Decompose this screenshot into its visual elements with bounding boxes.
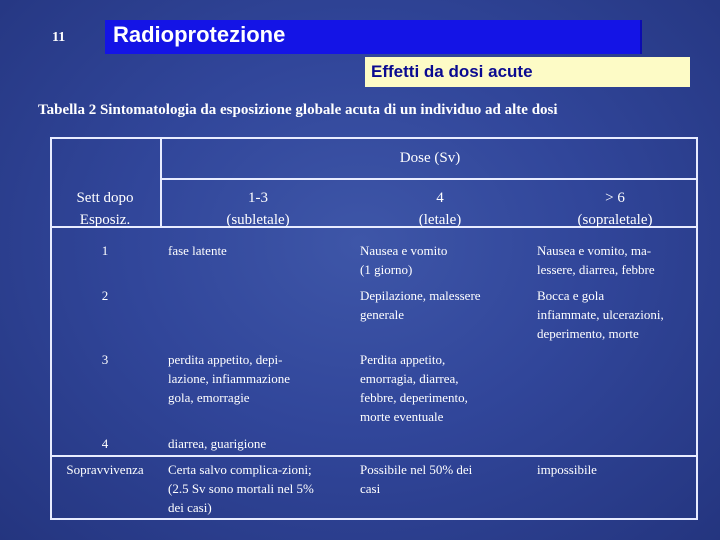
- dose-value: 4: [436, 190, 444, 206]
- row-week-label: 2: [101, 288, 109, 303]
- dose-label: (subletale): [226, 212, 290, 228]
- cell-supralethal: Bocca e gola infiammate, ulcerazioni, deperimento, morte: [537, 288, 664, 341]
- dose-label: (letale): [418, 212, 462, 228]
- slide-title: Radioprotezione: [113, 22, 286, 47]
- table-dose-divider: [160, 178, 698, 180]
- table-border-top: [50, 137, 698, 139]
- slide-subtitle: Effetti da dosi acute: [371, 62, 533, 81]
- cell-lethal: Nausea e vomito (1 giorno): [360, 243, 448, 277]
- slide-number: 11: [52, 30, 66, 45]
- cell-sublethal: Certa salvo complica-zioni; (2.5 Sv sono mortali nel 5% dei casi): [168, 462, 314, 515]
- col-dose-supralethal-header: [530, 187, 700, 231]
- row-week-label: 4: [101, 436, 109, 451]
- dose-header: Dose (Sv): [399, 150, 461, 166]
- symptoms-table: [50, 137, 698, 520]
- table-border-bottom: [50, 518, 698, 520]
- cell-sublethal: fase latente: [168, 243, 227, 258]
- cell-sublethal: perdita appetito, depi- lazione, infiammazione gola, emorragie: [168, 352, 291, 405]
- row-week-label: 3: [101, 352, 109, 367]
- col-dose-lethal-header: [350, 187, 530, 231]
- table-col1-divider: [160, 137, 162, 227]
- table-survival-divider: [50, 455, 698, 457]
- col-weeks-header-line2: Esposiz.: [79, 212, 131, 228]
- dose-label: (sopraletale): [577, 212, 653, 228]
- col-dose-sublethal-header: [168, 187, 348, 231]
- col-weeks-header: [50, 187, 160, 231]
- cell-lethal: Depilazione, malessere generale: [360, 288, 481, 322]
- dose-value: 1-3: [248, 190, 268, 206]
- col-weeks-header-line1: Sett dopo: [76, 190, 134, 206]
- cell-sublethal: diarrea, guarigione: [168, 436, 267, 451]
- dose-value: > 6: [605, 190, 625, 206]
- title-bar: [105, 20, 642, 54]
- cell-lethal: Possibile nel 50% dei casi: [360, 462, 473, 496]
- subtitle-box: [365, 57, 690, 87]
- row-week-label: Sopravvivenza: [66, 462, 144, 477]
- row-week-label: 1: [101, 243, 109, 258]
- cell-supralethal: Nausea e vomito, ma- lessere, diarrea, febbre: [537, 243, 655, 277]
- cell-supralethal: impossibile: [537, 462, 597, 477]
- table-caption: Tabella 2 Sintomatologia da esposizione globale acuta di un individuo ad alte dosi: [38, 102, 558, 118]
- cell-lethal: Perdita appetito, emorragia, diarrea, febbre, deperimento, morte eventuale: [360, 352, 468, 424]
